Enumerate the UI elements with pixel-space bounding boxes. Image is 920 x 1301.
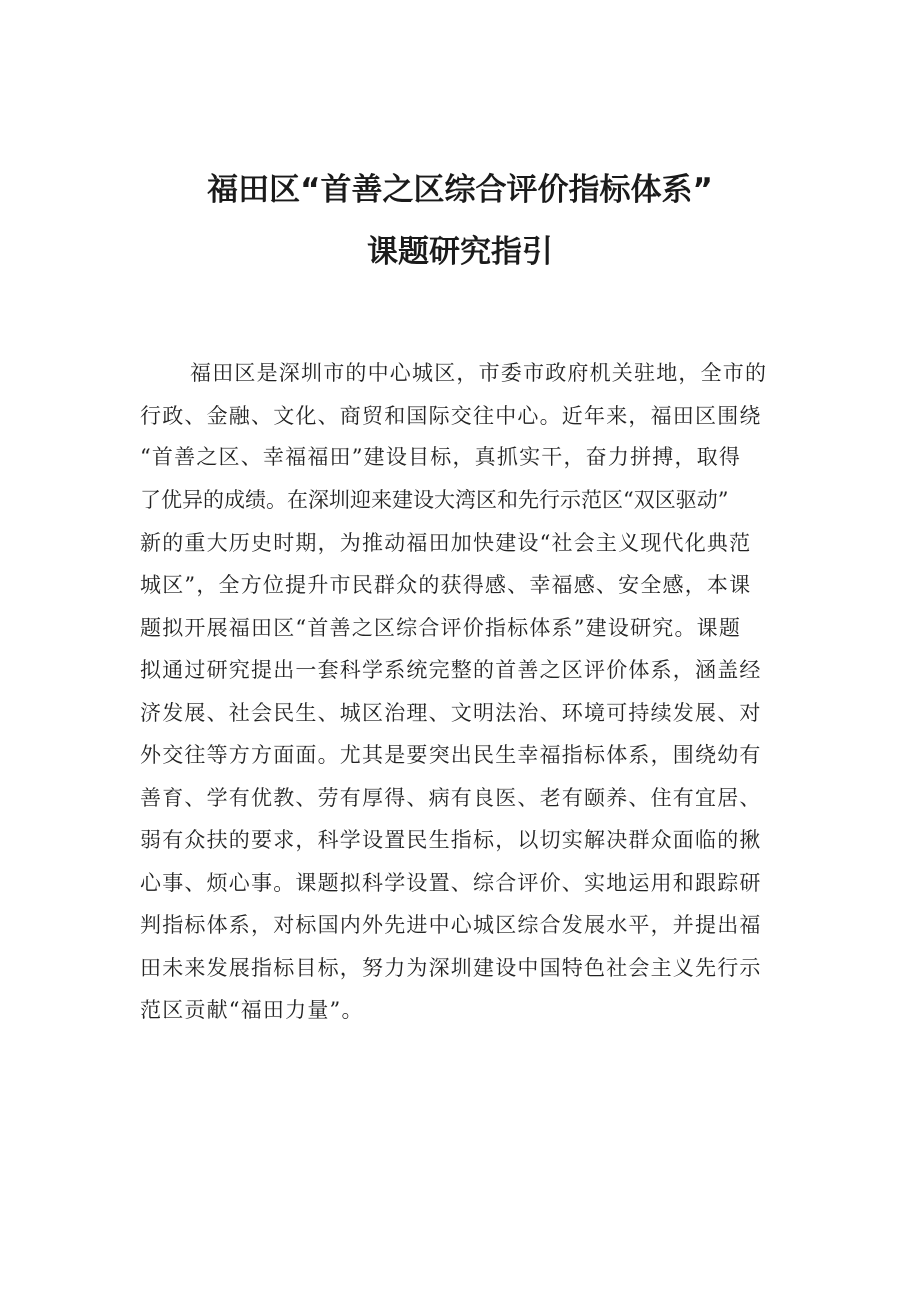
paragraph-line: 善育、学有优教、劳有厚得、病有良医、老有颐养、住有宜居、: [140, 786, 762, 810]
paragraph-line: 范区贡献“福田力量”。: [140, 998, 364, 1022]
paragraph-line: 行政、金融、文化、商贸和国际交往中心。近年来，福田区围绕: [140, 404, 762, 428]
paragraph-line: 济发展、社会民生、城区治理、文明法治、环境可持续发展、对: [140, 701, 762, 725]
document-title-line-1: 福田区“首善之区综合评价指标体系”: [207, 172, 713, 208]
paragraph-line: 福田区是深圳市的中心城区，市委市政府机关驻地，全市的: [190, 361, 768, 385]
paragraph-line: 了优异的成绩。在深圳迎来建设大湾区和先行示范区“双区驱动”: [140, 488, 729, 512]
paragraph-line: 弱有众扶的要求，科学设置民生指标，以切实解决群众面临的揪: [140, 828, 762, 852]
paragraph-line: 田未来发展指标目标，努力为深圳建设中国特色社会主义先行示: [140, 956, 762, 980]
document-title-line-2: 课题研究指引: [367, 234, 553, 270]
paragraph-line: 心事、烦心事。课题拟科学设置、综合评价、实地运用和跟踪研: [140, 871, 762, 895]
paragraph-line: “首善之区、幸福福田”建设目标，真抓实干，奋力拼搏，取得: [140, 445, 742, 469]
paragraph-line: 新的重大历史时期，为推动福田加快建设“社会主义现代化典范: [140, 531, 752, 555]
paragraph-line: 城区”，全方位提升市民群众的获得感、幸福感、安全感，本课: [140, 573, 752, 597]
paragraph-line: 外交往等方方面面。尤其是要突出民生幸福指标体系，围绕幼有: [140, 743, 762, 767]
paragraph-line: 题拟开展福田区“首善之区综合评价指标体系”建设研究。课题: [140, 616, 742, 640]
paragraph-line: 判指标体系，对标国内外先进中心城区综合发展水平，并提出福: [140, 913, 762, 937]
paragraph-line: 拟通过研究提出一套科学系统完整的首善之区评价体系，涵盖经: [140, 658, 762, 682]
